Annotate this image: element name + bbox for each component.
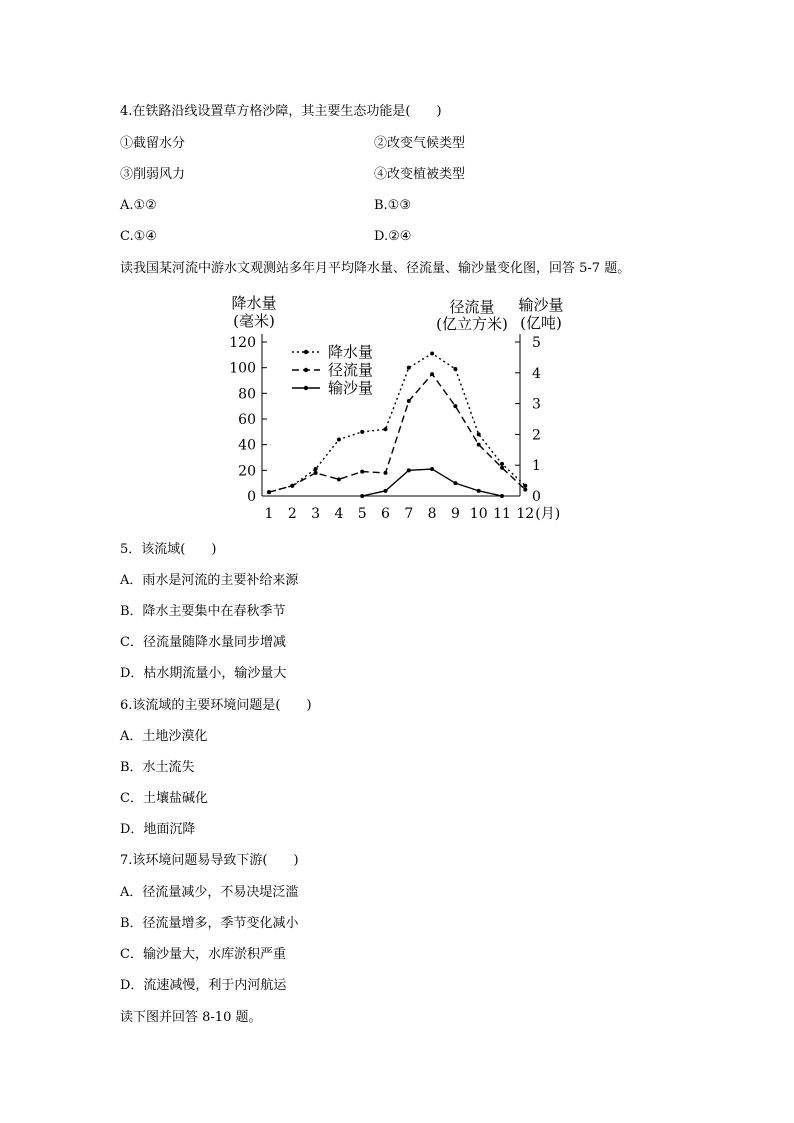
question-6-stem: 6.该流域的主要环境问题是( ) [120,698,312,713]
data-point [407,366,411,370]
legend-marker [304,368,308,372]
left-axis-unit: (毫米) [233,312,275,330]
data-point [453,367,457,371]
runoff-axis-title: 径流量 [449,298,495,316]
data-point [384,489,388,493]
data-point [523,488,527,492]
q7-option-a: A．径流量减少，不易决堤泛滥 [120,885,299,900]
x-tick-label: 1 [264,506,274,522]
legend-label: 输沙量 [328,379,374,397]
data-point [407,399,411,403]
data-point [500,494,504,498]
chart-series [267,352,527,498]
question-7-stem: 7.该环境问题易导致下游( ) [120,853,299,868]
left-tick-label: 0 [247,489,256,505]
data-point [314,467,318,471]
data-point [453,404,457,408]
question-4-stem: 4.在铁路沿线设置草方格沙障，其主要生态功能是( ) [120,104,442,119]
right-tick-label: 3 [532,396,541,413]
data-point [430,372,434,376]
data-point [407,468,411,472]
q6-option-b: B．水土流失 [120,760,195,775]
data-point [477,489,481,493]
left-tick-label: 80 [238,386,256,403]
q7-option-d: D．流速减慢，利于内河航运 [120,978,287,993]
data-point [477,432,481,436]
q4-item-1: ①截留水分 [120,136,186,151]
q5-option-c: C．径流量随降水量同步增减 [120,635,286,650]
q6-option-a: A．土地沙漠化 [120,729,208,744]
x-tick-label: 5 [357,506,367,522]
q4-option-c: C.①④ [120,229,157,244]
q4-option-a: A.①② [120,198,157,213]
data-point [314,471,318,475]
data-point [290,484,294,488]
q4-item-4: ④改变植被类型 [374,167,466,182]
right-tick-label: 5 [532,335,541,351]
q4-item-3: ③削弱风力 [120,167,186,182]
data-point [360,430,364,434]
x-tick-label: 2 [287,506,297,522]
data-point [500,462,504,466]
q6-option-c: C．土壤盐碱化 [120,791,208,806]
data-point [360,470,364,474]
sediment-axis-title: 输沙量 [518,296,564,314]
x-tick-label: 4 [334,506,344,522]
data-point [500,466,504,470]
legend-marker [304,386,308,390]
series-line-dotted [269,354,525,493]
sediment-axis-unit: (亿吨) [520,314,562,332]
q7-option-b: B．径流量增多，季节变化减小 [120,916,299,931]
left-tick-label: 60 [238,412,256,428]
x-tick-label: 12 [516,506,535,522]
data-point [384,427,388,431]
legend-marker [304,350,308,354]
x-tick-label: 6 [381,506,390,522]
right-tick-label: 4 [532,365,541,382]
q7-option-c: C．输沙量大，水库淤积严重 [120,947,286,962]
q5-option-a: A．雨水是河流的主要补给来源 [120,573,299,588]
data-point [337,438,341,442]
data-point [453,481,457,485]
left-axis-title: 降水量 [231,294,277,312]
series-line-dashed [269,374,525,492]
chart-axes [229,294,563,522]
q4-option-b: B.①③ [374,198,411,213]
runoff-axis-unit: (亿立方米) [436,315,508,333]
q5-option-b: B．降水主要集中在春秋季节 [120,604,286,619]
x-tick-label: 3 [311,506,321,522]
data-point [267,490,271,494]
x-axis-unit: (月) [535,506,561,522]
hydrology-chart [222,290,572,528]
x-tick-label: 11 [493,506,511,522]
data-point [337,477,341,481]
left-tick-label: 40 [238,437,256,454]
q5-option-d: D．枯水期流量小，输沙量大 [120,666,287,681]
legend-label: 降水量 [328,343,374,361]
intro-5-7: 读我国某河流中游水文观测站多年月平均降水量、径流量、输沙量变化图，回答 5-7 题。 [120,261,631,276]
data-point [523,484,527,488]
chart-legend [292,343,373,397]
right-tick-label: 1 [532,458,541,475]
legend-label: 径流量 [328,361,374,379]
data-point [477,443,481,447]
x-tick-label: 7 [404,506,414,522]
right-tick-label: 2 [532,427,541,444]
question-5-stem: 5．该流域( ) [120,542,217,557]
q4-item-2: ②改变气候类型 [374,136,466,151]
left-tick-label: 100 [229,360,256,377]
x-tick-label: 9 [450,506,460,522]
q4-option-d: D.②④ [374,229,412,244]
right-tick-label: 0 [532,489,541,505]
x-tick-label: 8 [427,506,437,522]
data-point [430,467,434,471]
data-point [360,494,364,498]
x-tick-label: 10 [469,506,488,522]
left-tick-label: 20 [238,463,256,480]
left-tick-label: 120 [229,335,256,351]
series-line-solid [362,469,502,496]
data-point [430,352,434,356]
intro-8-10: 读下图并回答 8-10 题。 [120,1010,262,1025]
data-point [384,471,388,475]
q6-option-d: D．地面沉降 [120,822,196,837]
